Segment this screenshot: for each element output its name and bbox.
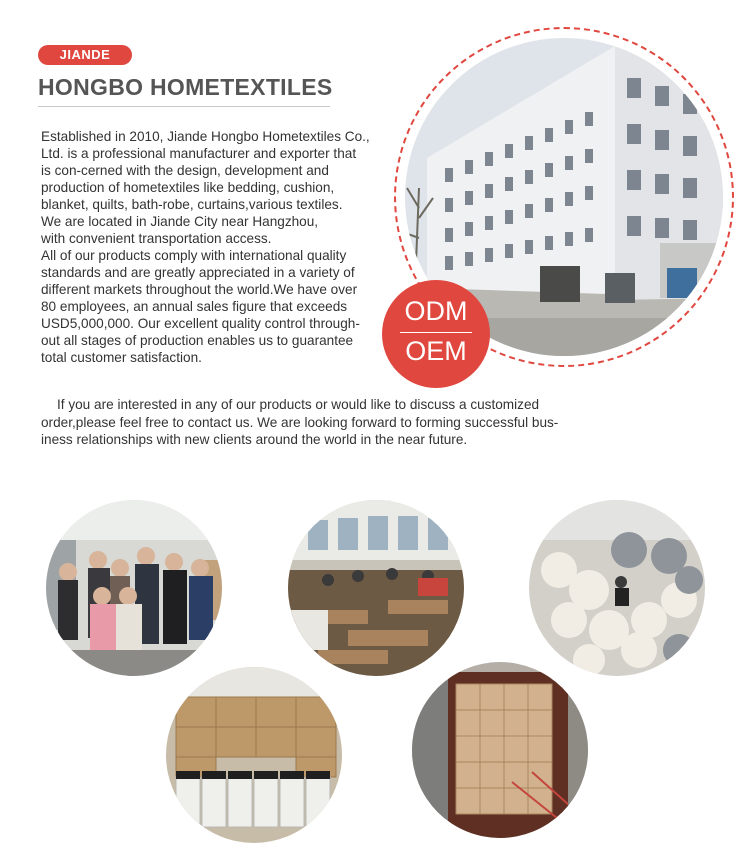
- closing-line: iness relationships with new clients around the world in the near future.: [41, 432, 468, 447]
- intro-line: USD5,000,000. Our excellent quality control through-: [41, 316, 360, 331]
- intro-line: blanket, quilts, bath-robe, curtains,various textiles.: [41, 197, 343, 212]
- intro-line: out all stages of production enables us to guarantee: [41, 333, 354, 348]
- closing-paragraph: [41, 396, 601, 449]
- brand-tag: JIANDE: [38, 45, 132, 65]
- intro-line: is con-cerned with the design, development and: [41, 163, 329, 178]
- intro-line: All of our products comply with international quality: [41, 248, 347, 263]
- intro-line: production of hometextiles like bedding, cushion,: [41, 180, 335, 195]
- intro-line: standards and are greatly appreciated in a variety of: [41, 265, 355, 280]
- cushion-warehouse-photo: [529, 500, 705, 676]
- intro-line: We are located in Jiande City near Hangzhou,: [41, 214, 319, 229]
- packaging-boxes-photo: [166, 667, 342, 843]
- sewing-workshop-photo: [288, 500, 464, 676]
- intro-line: Established in 2010, Jiande Hongbo Hometextiles Co.,: [41, 129, 370, 144]
- badge-odm-text: ODM: [404, 296, 468, 326]
- team-photo: [46, 500, 222, 676]
- title-divider: [38, 106, 330, 107]
- page-title: HONGBO HOMETEXTILES: [38, 74, 333, 100]
- intro-line: different markets throughout the world.We have over: [41, 282, 358, 297]
- intro-line: with convenient transportation access.: [41, 231, 272, 246]
- closing-line: order,please feel free to contact us. We are looking forward to forming successful bus-: [41, 414, 559, 430]
- intro-paragraph: [41, 128, 391, 366]
- intro-line: total customer satisfaction.: [41, 350, 202, 365]
- closing-line: If you are interested in any of our products or would like to discuss a customized: [57, 397, 540, 412]
- badge-divider: [400, 332, 472, 333]
- intro-line: Ltd. is a professional manufacturer and exporter that: [41, 146, 357, 161]
- odm-oem-badge: [382, 280, 490, 388]
- badge-oem-text: OEM: [405, 336, 467, 366]
- container-loading-photo: [412, 662, 588, 838]
- intro-line: 80 employees, an annual sales figure that exceeds: [41, 299, 348, 314]
